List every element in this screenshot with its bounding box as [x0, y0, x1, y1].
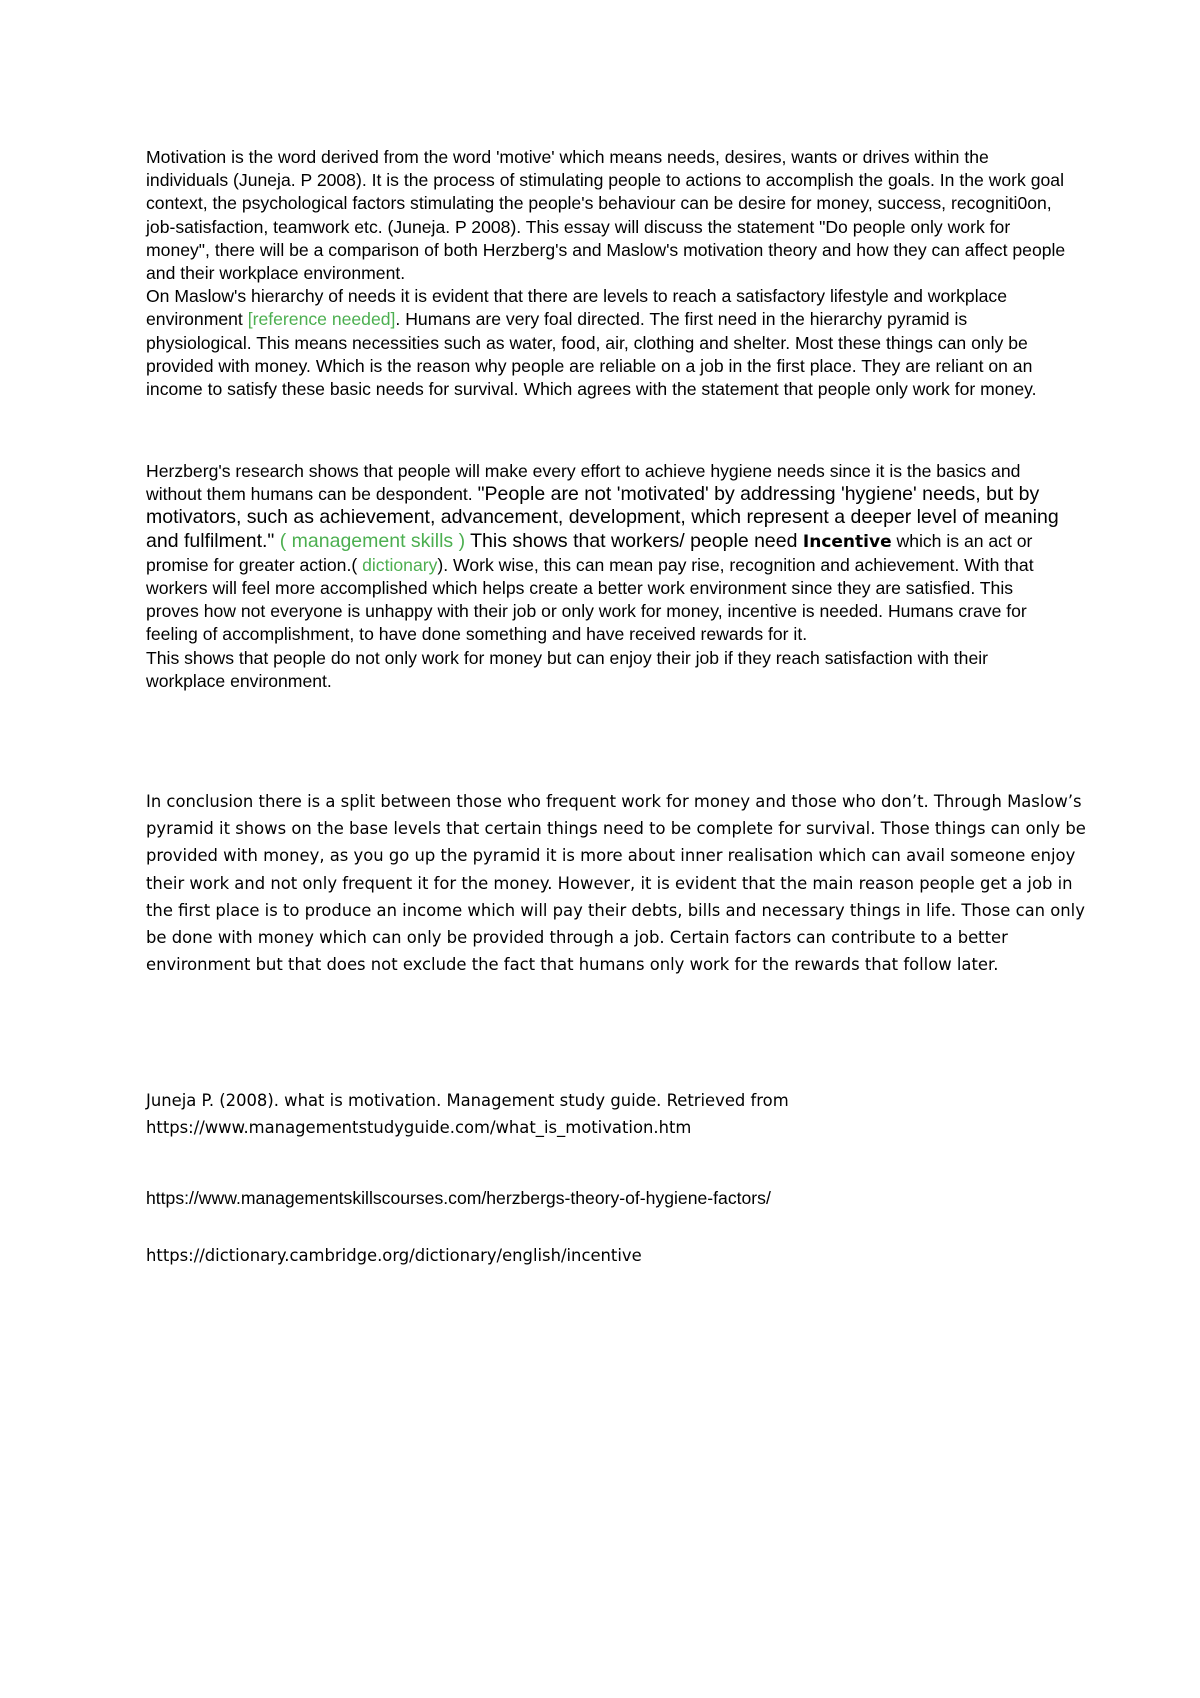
reference-juneja [146, 1087, 1086, 1141]
herzberg-intro: Herzberg's research shows that people will make every effort to achieve hygiene needs since it is the basics and without them humans can be despondent. [146, 461, 1021, 505]
after-dictionary-text: ). Work wise, this can mean pay rise, recognition and achievement. With that workers will feel more accomplished which helps create a better work environment since they are satisfied. This proves how not everyone is unhappy with their job or only work for money, incentive is needed. Humans crave for feeling of accomplishment, to have done something and have received rewards for it. [146, 554, 1034, 645]
reference-management-skills-url: https://www.managementskillscourses.com/herzbergs-theory-of-hygiene-factors/ [146, 1188, 771, 1208]
herzberg-quote: "People are not 'motivated' by addressing 'hygiene' needs, but by motivators, such as achievement, advancement, development, which represent a deeper level of meaning and fulfilment." [146, 483, 1059, 552]
intro-paragraph [146, 146, 1066, 401]
reference-needed-note: [reference needed] [247, 309, 396, 330]
management-skills-citation: ( management skills ) [279, 529, 466, 552]
reference-dictionary-url: https://dictionary.cambridge.org/dictionary/english/incentive [146, 1246, 642, 1265]
reference-juneja-line1: Juneja P. (2008). what is motivation. Management study guide. Retrieved from [146, 1091, 789, 1110]
herzberg-closing: This shows that people do not only work for money but can enjoy their job if they reach satisfaction with their workplace environment. [146, 647, 989, 691]
intro-text: Motivation is the word derived from the word 'motive' which means needs, desires, wants or drives within the individuals (Juneja. P 2008). It is the process of stimulating people to actions to accomplish the goals. In the work goal context, the psychological factors stimulating the people's behaviour can be desire for money, success, recogniti0on, job-satisfaction, teamwork etc. (Juneja. P 2008). This essay will discuss the statement "Do people only work for money", there will be a comparison of both Herzberg's and Maslow's motivation theory and how they can affect people and their workplace environment. [146, 147, 1066, 284]
herzberg-paragraph [146, 460, 1066, 693]
conclusion-paragraph: In conclusion there is a split between those who frequent work for money and those who don’t. Through Maslow’s pyramid it shows on the base levels that certain things need to be complete for survival. Those things can only be provided with money, as you go up the pyramid it is more about inner realisation which can avail someone enjoy their work and not only frequent it for the money. However, it is evident that the main reason people get a job in the first place is to produce an income which will pay their debts, bills and necessary things in life. Those can only be done with money which can only be provided through a job. Certain factors can contribute to a better environment but that does not exclude the fact that humans only work for the rewards that follow later. [146, 792, 1086, 975]
maslow-text-after: . Humans are very foal directed. The first need in the hierarchy pyramid is physiological. This means necessities such as water, food, air, clothing and shelter. Most these things can only be provided with money. Which is the reason why people are reliable on a job in the first place. They are reliant on an income to satisfy these basic needs for survival. Which agrees with the statement that people only work for money. [146, 309, 1037, 400]
after-bold-text: which is an act or promise for greater action.( [146, 530, 1033, 575]
reference-juneja-url: https://www.managementstudyguide.com/what_is_motivation.htm [146, 1118, 692, 1138]
dictionary-citation: dictionary [357, 554, 438, 575]
maslow-text-before: On Maslow's hierarchy of needs it is evident that there are levels to reach a satisfactory lifestyle and workplace environment [146, 286, 1007, 330]
after-citation-text: This shows that workers/ people need [465, 529, 803, 552]
incentive-bold-word: Incentive [802, 531, 892, 552]
